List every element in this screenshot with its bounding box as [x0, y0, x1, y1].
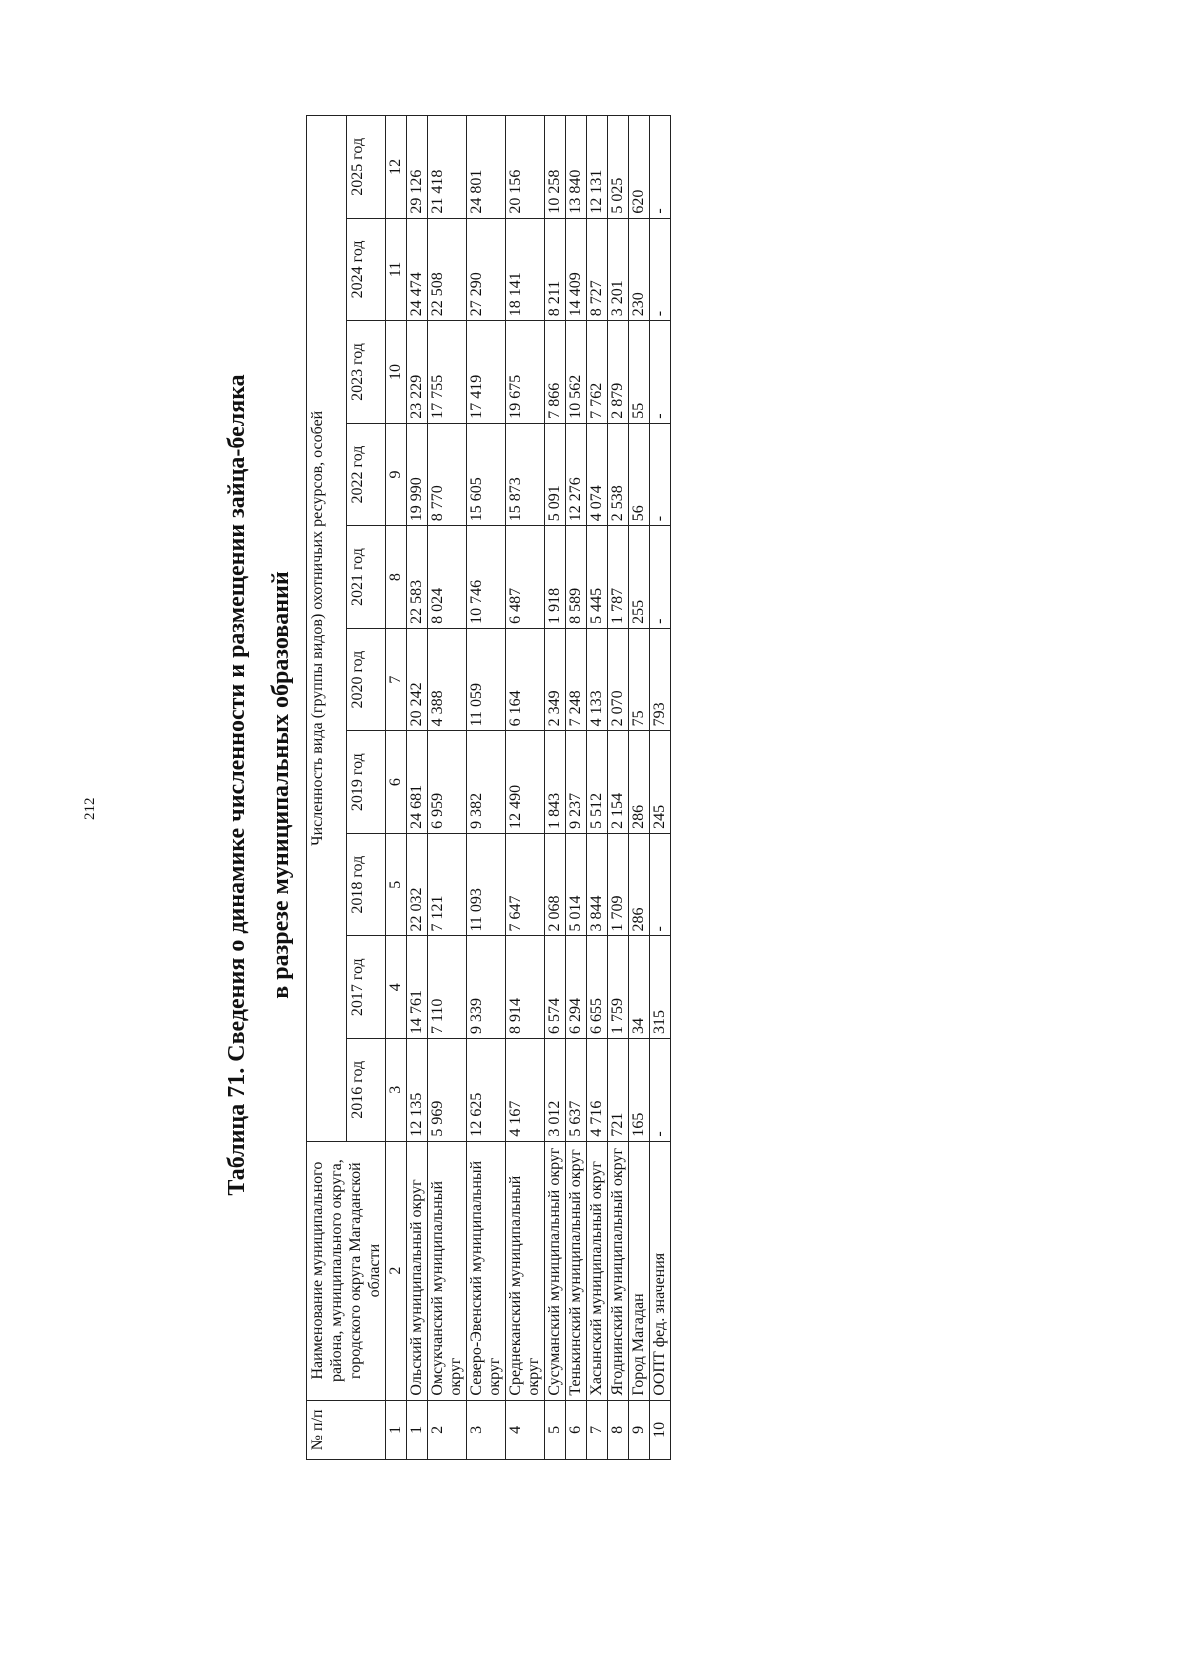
header-index: № п/п: [307, 1400, 386, 1459]
row-index: 8: [608, 1400, 629, 1459]
header-row-group: [307, 116, 347, 1460]
data-table: [306, 115, 671, 1460]
row-value: 22 032: [407, 833, 428, 936]
row-value: 24 474: [407, 218, 428, 321]
row-value: 7 866: [545, 321, 566, 424]
column-number: 8: [386, 526, 407, 629]
row-value: 13 840: [566, 116, 587, 219]
header-year: 2025 год: [346, 116, 386, 219]
row-value: 15 605: [467, 423, 506, 526]
row-value: 12 135: [407, 1039, 428, 1142]
table-row: [506, 116, 545, 1460]
row-value: 29 126: [407, 116, 428, 219]
column-number: 10: [386, 321, 407, 424]
table-row: [545, 116, 566, 1460]
row-name: Тенькинский муниципальный округ: [566, 1141, 587, 1400]
row-value: 9 339: [467, 936, 506, 1039]
table-row: [566, 116, 587, 1460]
row-name: Сусуманский муниципальный округ: [545, 1141, 566, 1400]
row-value: 14 409: [566, 218, 587, 321]
row-value: 1 709: [608, 833, 629, 936]
table-row: [407, 116, 428, 1460]
row-value: 24 681: [407, 731, 428, 834]
column-number: 12: [386, 116, 407, 219]
row-value: 10 562: [566, 321, 587, 424]
row-value: 14 761: [407, 936, 428, 1039]
header-year: 2022 год: [346, 423, 386, 526]
row-value: 9 382: [467, 731, 506, 834]
row-value: 315: [650, 936, 671, 1039]
header-year: 2018 год: [346, 833, 386, 936]
row-value: 3 844: [587, 833, 608, 936]
row-value: 286: [629, 833, 650, 936]
rotated-content: [218, 110, 671, 1460]
column-number: 7: [386, 628, 407, 731]
row-value: 7 762: [587, 321, 608, 424]
row-value: 8 589: [566, 526, 587, 629]
row-name: Среднеканский муниципальный округ: [506, 1141, 545, 1400]
row-value: 255: [629, 526, 650, 629]
row-value: 10 746: [467, 526, 506, 629]
row-value: 1 787: [608, 526, 629, 629]
row-value: 20 156: [506, 116, 545, 219]
page-number: 212: [82, 797, 98, 820]
column-number: 11: [386, 218, 407, 321]
row-value: 17 755: [428, 321, 467, 424]
row-value: 8 770: [428, 423, 467, 526]
row-value: -: [650, 218, 671, 321]
header-name: Наименование муниципального района, муниципального округа, городского округа Магаданской области: [307, 1141, 386, 1400]
header-year: 2023 год: [346, 321, 386, 424]
row-index: 6: [566, 1400, 587, 1459]
row-value: 5 014: [566, 833, 587, 936]
row-value: 11 093: [467, 833, 506, 936]
row-value: 165: [629, 1039, 650, 1142]
table-row: [428, 116, 467, 1460]
row-value: 21 418: [428, 116, 467, 219]
row-value: 20 242: [407, 628, 428, 731]
row-value: 1 918: [545, 526, 566, 629]
row-name: Ягоднинский муниципальный округ: [608, 1141, 629, 1400]
table-row: [587, 116, 608, 1460]
column-number: 3: [386, 1039, 407, 1142]
row-value: 5 445: [587, 526, 608, 629]
row-value: 793: [650, 628, 671, 731]
row-index: 9: [629, 1400, 650, 1459]
row-value: 7 647: [506, 833, 545, 936]
row-value: 3 012: [545, 1039, 566, 1142]
row-value: 6 487: [506, 526, 545, 629]
table-row: [629, 116, 650, 1460]
table-row: [608, 116, 629, 1460]
row-index: 10: [650, 1400, 671, 1459]
row-value: 8 024: [428, 526, 467, 629]
column-number: 5: [386, 833, 407, 936]
row-value: 620: [629, 116, 650, 219]
row-value: 7 110: [428, 936, 467, 1039]
row-value: 245: [650, 731, 671, 834]
row-value: 10 258: [545, 116, 566, 219]
header-year: 2024 год: [346, 218, 386, 321]
column-number: 4: [386, 936, 407, 1039]
header-year: 2021 год: [346, 526, 386, 629]
column-number: 2: [386, 1141, 407, 1400]
row-value: 2 154: [608, 731, 629, 834]
row-index: 4: [506, 1400, 545, 1459]
row-value: 4 167: [506, 1039, 545, 1142]
row-value: 2 879: [608, 321, 629, 424]
row-value: 5 637: [566, 1039, 587, 1142]
row-value: 6 294: [566, 936, 587, 1039]
row-value: 2 068: [545, 833, 566, 936]
row-value: 5 512: [587, 731, 608, 834]
column-number: 6: [386, 731, 407, 834]
header-year: 2016 год: [346, 1039, 386, 1142]
row-value: 4 074: [587, 423, 608, 526]
row-value: 6 164: [506, 628, 545, 731]
row-value: 55: [629, 321, 650, 424]
table-row: [650, 116, 671, 1460]
row-value: 7 248: [566, 628, 587, 731]
page-title: Таблица 71. Сведения о динамике численности и размещении зайца-беляка: [224, 374, 250, 1196]
header-year: 2017 год: [346, 936, 386, 1039]
column-number: 1: [386, 1400, 407, 1459]
row-value: -: [650, 423, 671, 526]
row-value: 12 131: [587, 116, 608, 219]
row-value: 230: [629, 218, 650, 321]
row-value: 4 716: [587, 1039, 608, 1142]
row-value: 286: [629, 731, 650, 834]
row-value: -: [650, 1039, 671, 1142]
row-value: 2 349: [545, 628, 566, 731]
row-value: 2 070: [608, 628, 629, 731]
header-group: Численность вида (группы видов) охотничьих ресурсов, особей: [307, 116, 347, 1142]
row-value: -: [650, 321, 671, 424]
row-value: 12 276: [566, 423, 587, 526]
row-value: 15 873: [506, 423, 545, 526]
table-row: [467, 116, 506, 1460]
row-name: Северо-Эвенский муниципальный округ: [467, 1141, 506, 1400]
row-value: 1 843: [545, 731, 566, 834]
row-name: Город Магадан: [629, 1141, 650, 1400]
row-value: 12 490: [506, 731, 545, 834]
row-value: 7 121: [428, 833, 467, 936]
row-value: 721: [608, 1039, 629, 1142]
row-value: 2 538: [608, 423, 629, 526]
row-value: -: [650, 526, 671, 629]
row-value: 5 091: [545, 423, 566, 526]
row-value: -: [650, 833, 671, 936]
row-value: 18 141: [506, 218, 545, 321]
row-value: 27 290: [467, 218, 506, 321]
row-value: 9 237: [566, 731, 587, 834]
row-value: 22 583: [407, 526, 428, 629]
row-value: 8 211: [545, 218, 566, 321]
row-value: 6 574: [545, 936, 566, 1039]
row-value: 23 229: [407, 321, 428, 424]
row-value: 12 625: [467, 1039, 506, 1142]
row-value: 3 201: [608, 218, 629, 321]
row-value: 34: [629, 936, 650, 1039]
row-value: 19 675: [506, 321, 545, 424]
row-name: Омсукчанский муниципальный округ: [428, 1141, 467, 1400]
header-year: 2019 год: [346, 731, 386, 834]
row-value: 5 025: [608, 116, 629, 219]
row-index: 2: [428, 1400, 467, 1459]
row-value: 1 759: [608, 936, 629, 1039]
column-number-row: [386, 116, 407, 1460]
row-value: 8 727: [587, 218, 608, 321]
row-value: 4 133: [587, 628, 608, 731]
row-index: 1: [407, 1400, 428, 1459]
row-value: 6 655: [587, 936, 608, 1039]
header-year: 2020 год: [346, 628, 386, 731]
column-number: 9: [386, 423, 407, 526]
row-value: 19 990: [407, 423, 428, 526]
row-value: 4 388: [428, 628, 467, 731]
page-subtitle: в разрезе муниципальных образований: [268, 571, 294, 999]
row-index: 7: [587, 1400, 608, 1459]
row-value: 56: [629, 423, 650, 526]
row-index: 5: [545, 1400, 566, 1459]
row-value: 17 419: [467, 321, 506, 424]
row-name: Хасынский муниципальный округ: [587, 1141, 608, 1400]
row-value: 24 801: [467, 116, 506, 219]
row-name: Ольский муниципальный округ: [407, 1141, 428, 1400]
row-value: 11 059: [467, 628, 506, 731]
row-index: 3: [467, 1400, 506, 1459]
row-value: 75: [629, 628, 650, 731]
row-value: 22 508: [428, 218, 467, 321]
row-value: 5 969: [428, 1039, 467, 1142]
row-value: -: [650, 116, 671, 219]
row-name: ООПТ фед. значения: [650, 1141, 671, 1400]
row-value: 8 914: [506, 936, 545, 1039]
row-value: 6 959: [428, 731, 467, 834]
